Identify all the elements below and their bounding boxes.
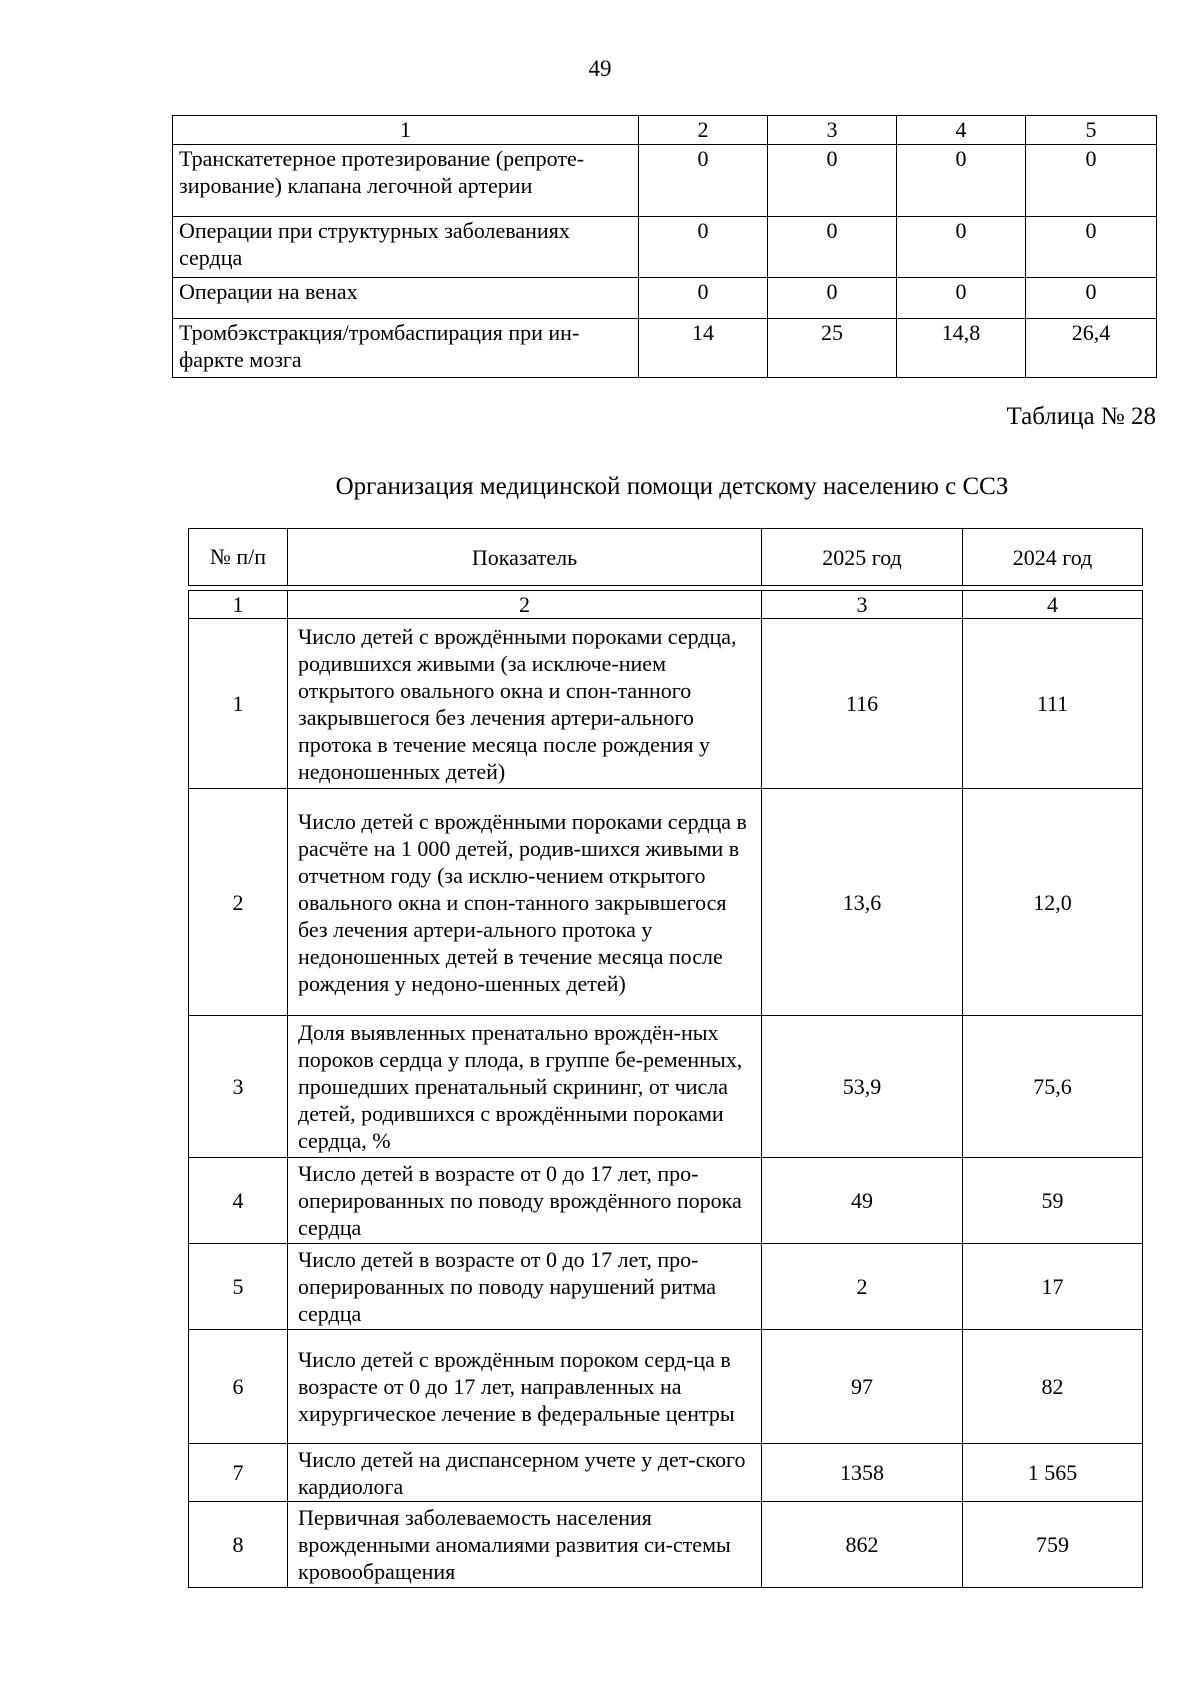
column-number: 2 bbox=[288, 591, 762, 619]
value-2024: 1 565 bbox=[963, 1444, 1143, 1502]
table-row bbox=[189, 1444, 1143, 1502]
header-cell: 1 bbox=[173, 116, 639, 145]
row-number: 5 bbox=[189, 1244, 288, 1330]
header-cell: 2 bbox=[639, 116, 768, 145]
value-2024: 17 bbox=[963, 1244, 1143, 1330]
table-row bbox=[173, 278, 1157, 319]
value-2025: 116 bbox=[762, 619, 963, 789]
value-cell: 0 bbox=[639, 278, 768, 319]
row-number: 7 bbox=[189, 1444, 288, 1502]
table-row bbox=[189, 1016, 1143, 1158]
value-cell: 14,8 bbox=[897, 319, 1026, 378]
value-cell: 26,4 bbox=[1026, 319, 1157, 378]
row-indicator: Число детей с врождёнными пороками сердца, родившихся живыми (за исключе-нием открытого овального окна и спон-танного закрывшегося без лечения артери-ального протока в течение месяца после рождения у недоношенных детей) bbox=[288, 619, 762, 789]
value-2025: 97 bbox=[762, 1330, 963, 1444]
table-row bbox=[189, 619, 1143, 789]
value-cell: 25 bbox=[768, 319, 897, 378]
value-2024: 75,6 bbox=[963, 1016, 1143, 1158]
value-2024: 82 bbox=[963, 1330, 1143, 1444]
row-label: Операции на венах bbox=[173, 278, 639, 319]
value-cell: 0 bbox=[897, 145, 1026, 217]
row-number: 8 bbox=[189, 1502, 288, 1588]
page-number: 49 bbox=[588, 56, 612, 81]
row-indicator: Первичная заболеваемость населения врожденными аномалиями развития си-стемы кровообращения bbox=[288, 1502, 762, 1588]
value-2024: 111 bbox=[963, 619, 1143, 789]
value-cell: 0 bbox=[897, 278, 1026, 319]
table-title-text: Организация медицинской помощи детскому населению с ССЗ bbox=[335, 473, 1009, 500]
row-number: 4 bbox=[189, 1158, 288, 1244]
table-row bbox=[189, 789, 1143, 1016]
value-cell: 0 bbox=[897, 217, 1026, 278]
table-row bbox=[173, 217, 1157, 278]
table-28 bbox=[188, 528, 1143, 1588]
header-cell: 3 bbox=[768, 116, 897, 145]
row-number: 6 bbox=[189, 1330, 288, 1444]
value-cell: 0 bbox=[639, 217, 768, 278]
table-row bbox=[189, 1158, 1143, 1244]
header-year-2025: 2025 год bbox=[762, 529, 963, 586]
value-cell: 14 bbox=[639, 319, 768, 378]
table-header-row bbox=[189, 529, 1143, 586]
value-2025: 1358 bbox=[762, 1444, 963, 1502]
value-2024: 759 bbox=[963, 1502, 1143, 1588]
header-number: № п/п bbox=[189, 529, 288, 586]
header-year-2024: 2024 год bbox=[963, 529, 1143, 586]
row-number: 1 bbox=[189, 619, 288, 789]
row-label: Транскатетерное протезирование (репроте-зирование) клапана легочной артерии bbox=[173, 145, 639, 217]
value-cell: 0 bbox=[768, 278, 897, 319]
table-row bbox=[189, 1502, 1143, 1588]
row-number: 3 bbox=[189, 1016, 288, 1158]
table-number: Таблица № 28 bbox=[1006, 403, 1156, 430]
column-number: 1 bbox=[189, 591, 288, 619]
value-2025: 13,6 bbox=[762, 789, 963, 1016]
header-cell: 4 bbox=[897, 116, 1026, 145]
value-2024: 12,0 bbox=[963, 789, 1143, 1016]
value-cell: 0 bbox=[1026, 278, 1157, 319]
row-indicator: Доля выявленных пренатально врождён-ных пороков сердца у плода, в группе бе-ременных, прошедших пренатальный скрининг, от числа детей, родившихся с врождёнными пороками сердца, % bbox=[288, 1016, 762, 1158]
value-cell: 0 bbox=[639, 145, 768, 217]
column-number: 3 bbox=[762, 591, 963, 619]
table-row bbox=[189, 1330, 1143, 1444]
row-indicator: Число детей в возрасте от 0 до 17 лет, про-оперированных по поводу нарушений ритма сердца bbox=[288, 1244, 762, 1330]
value-2025: 49 bbox=[762, 1158, 963, 1244]
row-indicator: Число детей с врождёнными пороками сердца в расчёте на 1 000 детей, родив-шихся живыми в отчетном году (за исклю-чением открытого овального окна и спон-танного закрывшегося без лечения артери-ального протока у недоношенных детей в течение месяца после рождения у недоно-шенных детей) bbox=[288, 789, 762, 1016]
table-header-row bbox=[173, 116, 1157, 145]
table-continuation bbox=[172, 115, 1157, 378]
header-indicator: Показатель bbox=[288, 529, 762, 586]
table-row bbox=[173, 145, 1157, 217]
value-cell: 0 bbox=[1026, 145, 1157, 217]
table-title bbox=[0, 472, 1200, 502]
table-row bbox=[189, 1244, 1143, 1330]
value-2025: 2 bbox=[762, 1244, 963, 1330]
row-label: Тромбэкстракция/тромбаспирация при ин-фаркте мозга bbox=[173, 319, 639, 378]
row-number: 2 bbox=[189, 789, 288, 1016]
value-cell: 0 bbox=[768, 145, 897, 217]
value-2024: 59 bbox=[963, 1158, 1143, 1244]
column-number: 4 bbox=[963, 591, 1143, 619]
row-label: Операции при структурных заболеваниях сердца bbox=[173, 217, 639, 278]
row-indicator: Число детей на диспансерном учете у дет-ского кардиолога bbox=[288, 1444, 762, 1502]
value-2025: 862 bbox=[762, 1502, 963, 1588]
column-number-row bbox=[189, 591, 1143, 619]
value-2025: 53,9 bbox=[762, 1016, 963, 1158]
header-cell: 5 bbox=[1026, 116, 1157, 145]
table-row bbox=[173, 319, 1157, 378]
value-cell: 0 bbox=[768, 217, 897, 278]
row-indicator: Число детей в возрасте от 0 до 17 лет, про-оперированных по поводу врождённого порока сердца bbox=[288, 1158, 762, 1244]
row-indicator: Число детей с врождённым пороком серд-ца в возрасте от 0 до 17 лет, направленных на хирургическое лечение в федеральные центры bbox=[288, 1330, 762, 1444]
value-cell: 0 bbox=[1026, 217, 1157, 278]
